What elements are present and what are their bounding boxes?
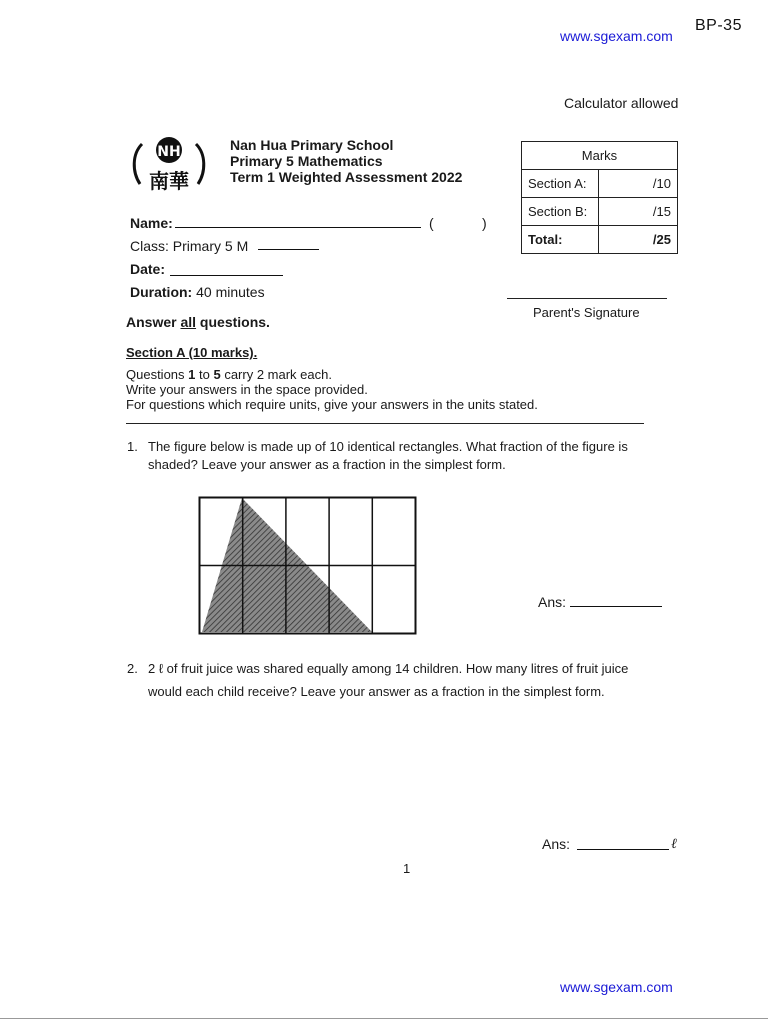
litre-unit: ℓ xyxy=(671,836,677,852)
rectangles-figure xyxy=(198,496,417,635)
subject-title: Primary 5 Mathematics xyxy=(230,153,383,169)
marks-row-value: /25 xyxy=(599,226,678,254)
class-field[interactable] xyxy=(258,236,319,250)
instruction-marks: Questions 1 to 5 carry 2 mark each. xyxy=(126,367,332,382)
duration-label: Duration: xyxy=(130,284,193,300)
calculator-note: Calculator allowed xyxy=(564,95,679,111)
index-open-paren: ( xyxy=(429,215,434,231)
question-2-text-line1: 2 ℓ of fruit juice was shared equally among 14 children. How many litres of fruit juice xyxy=(148,661,629,676)
question-1-answer-label: Ans: xyxy=(538,594,567,610)
marks-table xyxy=(521,141,678,254)
divider xyxy=(126,423,644,424)
instruction-units: For questions which require units, give your answers in the units stated. xyxy=(126,397,538,412)
marks-row-label: Section A: xyxy=(522,170,599,198)
website-link-top[interactable]: www.sgexam.com xyxy=(560,28,673,44)
section-a-title: Section A (10 marks). xyxy=(126,345,258,360)
marks-row-label: Section B: xyxy=(522,198,599,226)
question-1-number: 1. xyxy=(127,439,138,454)
instruction-write: Write your answers in the space provided. xyxy=(126,382,368,397)
date-field[interactable] xyxy=(170,262,283,276)
school-logo xyxy=(130,132,208,198)
question-1-text-line1: The figure below is made up of 10 identical rectangles. What fraction of the figure is xyxy=(148,439,628,454)
index-close-paren: ) xyxy=(482,215,487,231)
school-name: Nan Hua Primary School xyxy=(230,137,394,153)
duration-value: 40 minutes xyxy=(196,284,265,300)
question-1-text-line2: shaded? Leave your answer as a fraction in the simplest form. xyxy=(148,457,506,472)
marks-row-label: Total: xyxy=(522,226,599,254)
logo-initials: NH xyxy=(157,144,181,160)
page-bottom-edge xyxy=(0,1018,768,1019)
question-2-answer-field[interactable] xyxy=(577,835,669,850)
logo-chinese: 南華 xyxy=(149,169,189,193)
class-label: Class: Primary 5 M xyxy=(130,238,249,254)
paper-code: BP-35 xyxy=(695,17,742,34)
question-2-number: 2. xyxy=(127,661,138,676)
assessment-title: Term 1 Weighted Assessment 2022 xyxy=(230,169,463,185)
parent-signature-label: Parent's Signature xyxy=(533,305,640,320)
website-link-bottom[interactable]: www.sgexam.com xyxy=(560,979,673,995)
name-field[interactable] xyxy=(175,214,421,228)
signature-line[interactable] xyxy=(507,298,667,299)
question-2-answer-label: Ans: xyxy=(542,836,571,852)
question-2-text-line2: would each child receive? Leave your answer as a fraction in the simplest form. xyxy=(148,684,605,699)
marks-row-value: /15 xyxy=(599,198,678,226)
marks-row-value: /10 xyxy=(599,170,678,198)
name-label: Name: xyxy=(130,215,173,231)
date-label: Date: xyxy=(130,261,166,277)
marks-header: Marks xyxy=(522,142,678,170)
question-1-answer-field[interactable] xyxy=(570,592,662,607)
answer-all-instruction: Answer all questions. xyxy=(126,314,270,330)
page-number: 1 xyxy=(403,861,411,876)
